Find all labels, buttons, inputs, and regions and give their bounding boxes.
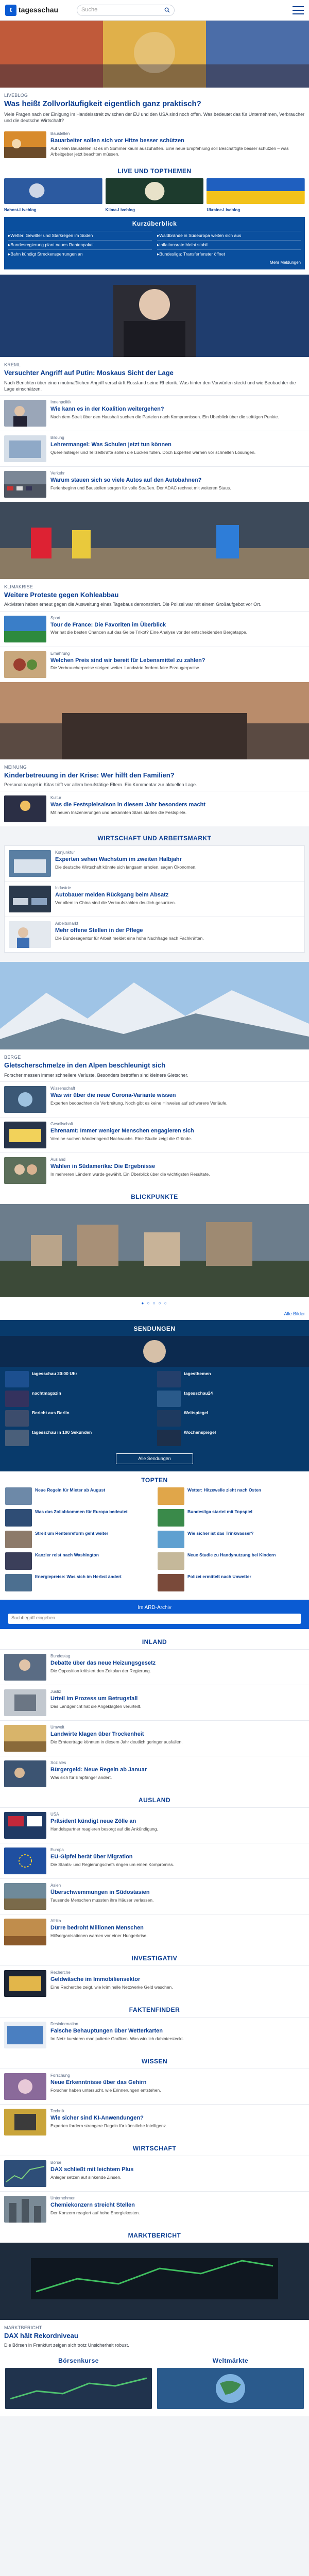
item-body: Der Konzern reagiert auf hohe Energiekosten.	[50, 2210, 140, 2215]
thumbnail	[106, 178, 204, 204]
feature-image[interactable]	[0, 682, 309, 759]
item-headline: Landwirte klagen über Trockenheit	[50, 1731, 144, 1737]
news-ticker	[4, 217, 305, 269]
item-body: Vor allem in China sind die Verkaufszahlen deutlich gesunken.	[55, 900, 176, 905]
list-item[interactable]	[0, 611, 309, 647]
topten-label: Polizei ermittelt nach Unwetter	[187, 1574, 251, 1580]
item-kicker: Ernährung	[50, 651, 70, 656]
list-item[interactable]	[0, 466, 309, 502]
topten-label: Neue Regeln für Mieter ab August	[35, 1487, 106, 1493]
list-item[interactable]	[0, 431, 309, 466]
topten-item[interactable]	[158, 1509, 304, 1527]
weltmaerkte-link[interactable]	[157, 2357, 304, 2411]
feature-headline[interactable]: Weitere Proteste gegen Kohleabbau	[4, 591, 119, 599]
item-body: Die Bundesagentur für Arbeit meldet eine hohe Nachfrage nach Fachkräften.	[55, 935, 204, 941]
wirtschaft2-section	[0, 2140, 309, 2227]
item-headline: Urteil im Prozess um Betrugsfall	[50, 1695, 138, 1702]
item-headline: Warum stauen sich so viele Autos auf den Autobahnen?	[50, 477, 202, 483]
feature-story	[0, 682, 309, 788]
list-item[interactable]	[0, 1807, 309, 1843]
feature-headline[interactable]: Kinderbetreuung in der Krise: Wer hilft den Familien?	[4, 771, 175, 779]
item-headline: Ehrenamt: Immer weniger Menschen engagieren sich	[50, 1127, 194, 1134]
thumbnail	[4, 2022, 46, 2048]
item-kicker: Konjunktur	[55, 850, 75, 855]
item-body: Eine Recherche zeigt, wie kriminelle Netzwerke Geld waschen.	[50, 1984, 173, 1990]
item-kicker: Technik	[50, 2108, 65, 2113]
site-logo[interactable]	[5, 5, 58, 16]
feature-body: Die Börsen in Frankfurt zeigen sich trotz Unsicherheit robust.	[4, 2343, 129, 2348]
item-headline: Mehr offene Stellen in der Pflege	[55, 927, 143, 934]
feature-image[interactable]	[0, 275, 309, 357]
item-headline: Autobauer melden Rückgang beim Absatz	[55, 892, 169, 899]
sendung-item[interactable]	[5, 1371, 152, 1387]
item-body: Die Ernteerträge könnten in diesem Jahr deutlich geringer ausfallen.	[50, 1739, 183, 1744]
feature-body: Aktivisten haben erneut gegen die Ausweitung eines Tagebaus demonstriert. Die Polizei war mit einem Großaufgebot vor Ort.	[4, 602, 262, 607]
sendung-item[interactable]	[157, 1410, 304, 1427]
item-headline: Tour de France: Die Favoriten im Überblick	[50, 621, 166, 628]
item-kicker: Soziales	[50, 1760, 66, 1765]
item-headline: Wie sicher sind KI-Anwendungen?	[50, 2114, 144, 2121]
story-list	[4, 845, 305, 953]
live-item[interactable]	[207, 178, 305, 213]
archive-search-title: Im ARD-Archiv	[138, 1605, 171, 1611]
list-item[interactable]	[5, 846, 304, 881]
item-headline: Bürgergeld: Neue Regeln ab Januar	[50, 1766, 147, 1773]
section-title: FAKTENFINDER	[129, 2006, 180, 2013]
list-item[interactable]	[0, 1720, 309, 1756]
section-title: INVESTIGATIV	[131, 1954, 178, 1962]
item-kicker: Ausland	[50, 1157, 65, 1162]
logo-text: tagesschau	[19, 5, 59, 14]
ticker-list-right	[157, 231, 301, 258]
item-body: Experten beobachten die Verbreitung. Noch gibt es keine Hinweise auf schwerere Verläufe.	[50, 1100, 228, 1106]
feature-kicker: BERGE	[4, 1055, 21, 1060]
ticker-title: Kurzüberblick	[132, 220, 177, 228]
list-item[interactable]	[5, 881, 304, 917]
item-body: Das Landgericht hat die Angeklagten verurteilt.	[50, 1703, 142, 1709]
item-kicker: Börse	[50, 2160, 61, 2165]
live-section	[0, 162, 309, 217]
thumbnail	[157, 1391, 181, 1407]
sendung-label: nachtmagazin	[32, 1391, 61, 1396]
thumbnail	[4, 1122, 46, 1148]
ticker-item[interactable]: ▸ Wetter: Gewitter und Starkregen im Süden	[8, 231, 152, 240]
carousel-dots[interactable]: ● ○ ○ ○ ○	[141, 1300, 168, 1306]
thumbnail	[4, 1086, 46, 1113]
sendungen-hero-image[interactable]	[0, 1336, 309, 1367]
item-headline: Geldwäsche im Immobiliensektor	[50, 1976, 141, 1982]
live-strip	[0, 178, 309, 217]
ausland-section	[0, 1791, 309, 1950]
item-kicker: Industrie	[55, 886, 71, 891]
thumbnail	[9, 921, 51, 948]
item-body: Handelspartner reagieren besorgt auf die Ankündigung.	[50, 1826, 158, 1832]
thumbnail	[5, 1391, 29, 1407]
archive-search-input[interactable]: Suchbegriff eingeben	[8, 1614, 301, 1624]
thumbnail	[4, 1654, 46, 1681]
topten-item[interactable]	[5, 1487, 151, 1505]
item-kicker: Forschung	[50, 2073, 70, 2078]
marktbericht-section	[0, 2227, 309, 2349]
item-kicker: Innenpolitik	[50, 399, 72, 404]
topten-label: Streit um Rentenreform geht weiter	[35, 1531, 109, 1536]
list-item[interactable]	[0, 1153, 309, 1188]
ticker-item[interactable]: ▸ Bundesregierung plant neues Rentenpaket	[8, 240, 152, 249]
sendung-item[interactable]	[157, 1430, 304, 1446]
section-title: WIRTSCHAFT	[132, 2144, 177, 2152]
search-icon[interactable]	[164, 7, 170, 13]
story-list	[0, 395, 309, 502]
boersenkurse-link[interactable]	[5, 2357, 152, 2411]
feature-headline[interactable]: DAX hält Rekordniveau	[4, 2332, 78, 2340]
feature-story	[0, 962, 309, 1078]
feature-kicker: KLIMAKRISE	[4, 584, 33, 589]
hero-headline[interactable]: Was heißt Zollvorläufigkeit eigentlich ganz praktisch?	[4, 99, 201, 109]
list-item[interactable]	[0, 1081, 309, 1117]
live-item[interactable]	[4, 178, 102, 213]
sendung-label: tagesschau24	[184, 1391, 213, 1396]
item-kicker: Asien	[50, 1883, 61, 1888]
story-list	[0, 1081, 309, 1188]
thumbnail	[158, 1574, 184, 1591]
item-headline: Bauarbeiter sollen sich vor Hitze besser schützen	[50, 138, 184, 144]
list-item[interactable]	[0, 1685, 309, 1720]
item-body: Experten fordern strengere Regeln für künstliche Intelligenz.	[50, 2123, 167, 2128]
item-body: Was sich für Empfänger ändert.	[50, 1774, 112, 1780]
markets-footer	[0, 2352, 309, 2416]
list-item[interactable]	[0, 2104, 309, 2140]
thumbnail	[4, 2109, 46, 2136]
item-kicker: Verkehr	[50, 470, 65, 476]
thumbnail	[4, 1157, 46, 1184]
thumbnail	[5, 1574, 32, 1591]
feature-image[interactable]	[0, 962, 309, 1049]
item-headline: Dürre bedroht Millionen Menschen	[50, 1924, 144, 1931]
item-body: Im Netz kursieren manipulierte Grafiken. Was wirklich dahintersteckt.	[50, 2036, 184, 2041]
hero-kicker: LIVEBLOG	[4, 93, 28, 98]
story-list	[0, 791, 309, 826]
item-body: Die deutsche Wirtschaft könnte sich langsam erholen, sagen Ökonomen.	[55, 864, 197, 870]
thumbnail	[4, 1725, 46, 1752]
thumbnail	[4, 400, 46, 427]
sendungen-section	[0, 1320, 309, 1471]
item-kicker: USA	[50, 1811, 59, 1817]
thumbnail	[207, 178, 305, 204]
item-headline: Falsche Behauptungen über Wetterkarten	[50, 2027, 163, 2034]
thumbnail	[4, 1848, 46, 1874]
thumbnail	[4, 1812, 46, 1839]
list-item[interactable]	[0, 1878, 309, 1914]
thumbnail	[4, 2196, 46, 2223]
item-body: Forscher haben untersucht, wie Erinnerungen entstehen.	[50, 2087, 161, 2093]
topten-label: Energiepreise: Was sich im Herbst ändert	[35, 1574, 122, 1580]
item-kicker: Sport	[50, 615, 61, 620]
thumbnail	[5, 1430, 29, 1446]
item-body: Tausende Menschen mussten ihre Häuser verlassen.	[50, 1897, 154, 1903]
topten-item[interactable]	[5, 1574, 151, 1591]
thumbnail	[4, 1919, 46, 1945]
thumbnail	[4, 131, 46, 158]
item-kicker: Recherche	[50, 1970, 71, 1975]
thumbnail	[5, 1410, 29, 1427]
item-kicker: Arbeitsmarkt	[55, 921, 78, 926]
section-title: WISSEN	[141, 2057, 168, 2065]
thumbnail	[158, 1509, 184, 1527]
topten-item[interactable]	[158, 1487, 304, 1505]
gallery-more-link[interactable]: Alle Bilder	[284, 1311, 305, 1316]
topten-label: Kanzler reist nach Washington	[35, 1552, 99, 1558]
footer-col-title: Börsenkurse	[58, 2357, 99, 2364]
thumbnail	[4, 2073, 46, 2100]
list-item[interactable]	[0, 127, 309, 162]
search-placeholder: Suche	[81, 6, 98, 13]
sendung-label: tagesschau 20:00 Uhr	[32, 1371, 77, 1377]
thumbnail	[5, 1509, 32, 1527]
inland-section	[0, 1633, 309, 1791]
list-item[interactable]	[0, 1756, 309, 1791]
marktbericht-image[interactable]	[0, 2243, 309, 2320]
item-kicker: Gesellschaft	[50, 1121, 74, 1126]
feature-body: Forscher messen immer schnellere Verluste. Besonders betroffen sind kleinere Gletscher.	[4, 1072, 188, 1078]
feature-body: Nach Berichten über einen mutmaßlichen Angriff verschärft Russland seine Rhetorik. Was hinter den Vorwürfen steckt und wie Beobachter die Lage einschätzen.	[4, 380, 296, 392]
item-headline: EU-Gipfel berät über Migration	[50, 1853, 133, 1860]
gallery-image[interactable]	[0, 1204, 309, 1297]
thumbnail	[4, 1883, 46, 1910]
thumbnail	[158, 1552, 184, 1570]
item-body: Nach dem Streit über den Haushalt suchen die Parteien nach Kompromissen. Ein Überblick über die strittigen Punkte.	[50, 414, 279, 419]
item-headline: Chemiekonzern streicht Stellen	[50, 2201, 135, 2208]
sendung-item[interactable]	[157, 1371, 304, 1387]
hero	[0, 21, 309, 162]
thumbnail	[4, 471, 46, 498]
item-kicker: Justiz	[50, 1689, 61, 1694]
list-item[interactable]	[0, 2017, 309, 2053]
feature-image[interactable]	[0, 502, 309, 579]
wirtschaft-section	[0, 826, 309, 962]
item-body: Die Verbraucherpreise steigen weiter. Landwirte fordern faire Erzeugerpreise.	[50, 665, 201, 671]
list-item[interactable]	[0, 2069, 309, 2104]
item-headline: Experten sehen Wachstum im zweiten Halbjahr	[55, 856, 182, 863]
thumbnail	[4, 2160, 46, 2187]
search-input[interactable]	[77, 5, 175, 16]
thumbnail	[4, 1689, 46, 1716]
faktenfinder-section	[0, 2001, 309, 2053]
item-body: Die Staats- und Regierungschefs ringen um einen Kompromiss.	[50, 1861, 175, 1867]
item-body: Mit neuen Inszenierungen und bekannten Stars starten die Festspiele.	[50, 809, 187, 815]
item-body: Hilfsorganisationen warnen vor einer Hungerkrise.	[50, 1933, 148, 1938]
list-item[interactable]	[0, 1843, 309, 1878]
item-headline: Lehrermangel: Was Schulen jetzt tun können	[50, 441, 171, 448]
thumbnail	[4, 616, 46, 642]
thumbnail	[157, 1410, 181, 1427]
list-item[interactable]	[0, 2156, 309, 2191]
sendung-item[interactable]	[157, 1391, 304, 1407]
sendung-item[interactable]	[5, 1410, 152, 1427]
investigativ-section	[0, 1950, 309, 2001]
item-headline: Welchen Preis sind wir bereit für Lebensmittel zu zahlen?	[50, 657, 205, 664]
live-label: Klima-Liveblog	[105, 208, 135, 213]
thumbnail	[4, 1760, 46, 1787]
thumbnail	[4, 795, 46, 822]
hero-image[interactable]	[0, 21, 309, 88]
item-body: Die Opposition kritisiert den Zeitplan der Regierung.	[50, 1668, 151, 1673]
topten-item[interactable]	[5, 1509, 151, 1527]
ticker-item[interactable]: ▸ Inflationsrate bleibt stabil	[157, 240, 301, 249]
item-body: In mehreren Ländern wurde gewählt. Ein Überblick über die wichtigsten Resultate.	[50, 1171, 210, 1177]
sendungen-grid	[0, 1371, 309, 1450]
ticker-list-left	[8, 231, 152, 258]
item-headline: Was die Festspielsaison in diesem Jahr besonders macht	[50, 802, 205, 808]
topten-item[interactable]	[158, 1531, 304, 1548]
ticker-item[interactable]: ▸ Bahn kündigt Streckensperrungen an	[8, 249, 152, 259]
sendung-item[interactable]	[5, 1391, 152, 1407]
archive-search	[0, 1600, 309, 1629]
topten-section	[0, 1471, 309, 1596]
item-headline: Wahlen in Südamerika: Die Ergebnisse	[50, 1163, 156, 1170]
live-label: Nahost-Liveblog	[4, 208, 37, 213]
section-title: BLICKPUNKTE	[131, 1193, 178, 1200]
item-kicker: Bundestag	[50, 1653, 71, 1658]
section-title: LIVE UND TOPTHEMEN	[117, 167, 192, 175]
item-kicker: Unternehmen	[50, 2195, 76, 2200]
topten-label: Neue Studie zu Handynutzung bei Kindern	[187, 1552, 276, 1558]
item-body: Anleger setzen auf sinkende Zinsen.	[50, 2174, 122, 2180]
topten-label: Was das Zollabkommen für Europa bedeutet	[35, 1509, 128, 1515]
item-kicker: Umwelt	[50, 1724, 64, 1730]
story-list	[0, 611, 309, 682]
thumbnail	[4, 178, 102, 204]
feature-headline[interactable]: Gletscherschmelze in den Alpen beschleunigt sich	[4, 1061, 166, 1070]
ticker-item[interactable]: ▸ Waldbrände in Südeuropa weiten sich aus	[157, 231, 301, 240]
all-sendungen-button[interactable]: Alle Sendungen	[116, 1453, 193, 1464]
section-title: TOPTEN	[141, 1477, 168, 1484]
thumbnail	[158, 1531, 184, 1548]
feature-body: Personalmangel in Kitas trifft vor allem berufstätige Eltern. Ein Kommentar zur aktuellen Lage.	[4, 782, 197, 788]
item-kicker: Desinformation	[50, 2021, 78, 2026]
section-title: AUSLAND	[138, 1796, 171, 1804]
list-item[interactable]	[0, 1117, 309, 1153]
list-item[interactable]	[0, 1914, 309, 1950]
list-item[interactable]	[0, 1649, 309, 1685]
feature-kicker: MARKTBERICHT	[4, 2325, 42, 2330]
live-label: Ukraine-Liveblog	[207, 208, 241, 213]
ticker-more-link[interactable]: Mehr Meldungen	[269, 260, 301, 265]
topten-label: Bundesliga startet mit Topspiel	[187, 1509, 252, 1515]
feature-headline[interactable]: Versuchter Angriff auf Putin: Moskaus Sicht der Lage	[4, 369, 174, 377]
feature-kicker: MEINUNG	[4, 764, 27, 770]
thumbnail	[9, 850, 51, 877]
section-title: WIRTSCHAFT UND ARBEITSMARKT	[97, 835, 212, 842]
topten-label: Wetter: Hitzewelle zieht nach Osten	[187, 1487, 261, 1493]
topten-label: Wie sicher ist das Trinkwasser?	[187, 1531, 254, 1536]
list-item[interactable]	[0, 2191, 309, 2227]
item-headline: Was wir über die neue Corona-Variante wissen	[50, 1092, 176, 1098]
ticker-item[interactable]: ▸ Bundesliga: Transferfenster öffnet	[157, 249, 301, 259]
item-body: Vereine suchen händeringend Nachwuchs. Eine Studie zeigt die Gründe.	[50, 1136, 192, 1141]
wissen-section	[0, 2053, 309, 2140]
feature-story	[0, 275, 309, 392]
item-headline: Präsident kündigt neue Zölle an	[50, 1818, 136, 1824]
hero-body: Viele Fragen nach der Einigung im Handelsstreit zwischen der EU und den USA sind noch offen. Was bedeutet das für Unternehmen, Verbraucher und die deutsche Wirtschaft?	[4, 112, 305, 124]
feature-story	[0, 502, 309, 608]
item-headline: Neue Erkenntnisse über das Gehirn	[50, 2079, 147, 2086]
topten-item[interactable]	[5, 1552, 151, 1570]
item-body: Auf vielen Baustellen ist es im Sommer kaum auszuhalten. Eine neue Empfehlung soll Beschäftigte besser schützen – was Arbeitgeber jetzt beachten müssen.	[50, 146, 289, 157]
thumbnail	[9, 886, 51, 912]
topten-item[interactable]	[158, 1574, 304, 1591]
footer-col-title: Weltmärkte	[212, 2357, 249, 2364]
list-item[interactable]	[5, 917, 304, 952]
item-kicker: Baustellen	[50, 131, 70, 137]
topten-grid	[0, 1487, 309, 1596]
sendung-label: tagesthemen	[184, 1371, 211, 1377]
thumbnail	[157, 1430, 181, 1446]
thumbnail	[5, 1552, 32, 1570]
item-kicker: Afrika	[50, 1918, 61, 1923]
item-kicker: Bildung	[50, 435, 64, 440]
thumbnail	[5, 1531, 32, 1548]
thumbnail	[157, 1371, 181, 1387]
thumbnail	[157, 2368, 304, 2409]
site-header	[0, 0, 309, 21]
item-headline: DAX schließt mit leichtem Plus	[50, 2166, 134, 2173]
list-item[interactable]	[0, 1965, 309, 2001]
live-item[interactable]	[106, 178, 204, 213]
thumbnail	[5, 2368, 152, 2409]
sendung-label: Bericht aus Berlin	[32, 1410, 70, 1416]
thumbnail	[4, 651, 46, 678]
list-item[interactable]	[0, 791, 309, 826]
list-item[interactable]	[0, 647, 309, 682]
thumbnail	[5, 1487, 32, 1505]
section-title: INLAND	[142, 1638, 167, 1646]
thumbnail	[4, 1970, 46, 1997]
item-headline: Wie kann es in der Koalition weitergehen?	[50, 405, 164, 412]
blickpunkte-section	[0, 1188, 309, 1320]
item-kicker: Wissenschaft	[50, 1086, 75, 1091]
sendung-label: Wochenspiegel	[184, 1430, 216, 1435]
topten-item[interactable]	[5, 1531, 151, 1548]
sendung-item[interactable]	[5, 1430, 152, 1446]
sendung-label: tagesschau in 100 Sekunden	[32, 1430, 92, 1435]
thumbnail	[5, 1371, 29, 1387]
item-kicker: Europa	[50, 1847, 64, 1852]
thumbnail	[4, 435, 46, 462]
feature-kicker: KREML	[4, 362, 21, 368]
hamburger-icon[interactable]	[293, 6, 304, 14]
thumbnail	[158, 1487, 184, 1505]
item-body: Quereinsteiger und Teilzeitkräfte sollen die Lücken füllen. Doch Experten warnen vor schnellen Lösungen.	[50, 449, 256, 455]
section-title: MARKTBERICHT	[128, 2231, 181, 2239]
section-title: SENDUNGEN	[133, 1325, 176, 1333]
list-item[interactable]	[0, 395, 309, 431]
item-headline: Debatte über das neue Heizungsgesetz	[50, 1659, 156, 1666]
item-kicker: Kultur	[50, 795, 61, 801]
logo-mark: t	[5, 5, 16, 16]
topten-item[interactable]	[158, 1552, 304, 1570]
sendung-label: Weltspiegel	[184, 1410, 209, 1416]
item-body: Wer hat die besten Chancen auf das Gelbe Trikot? Eine Analyse vor der entscheidenden Bergetappe.	[50, 630, 248, 635]
item-headline: Überschwemmungen in Südostasien	[50, 1889, 150, 1895]
item-body: Ferienbeginn und Baustellen sorgen für volle Straßen. Der ADAC rechnet mit weiteren Staus.	[50, 485, 231, 490]
